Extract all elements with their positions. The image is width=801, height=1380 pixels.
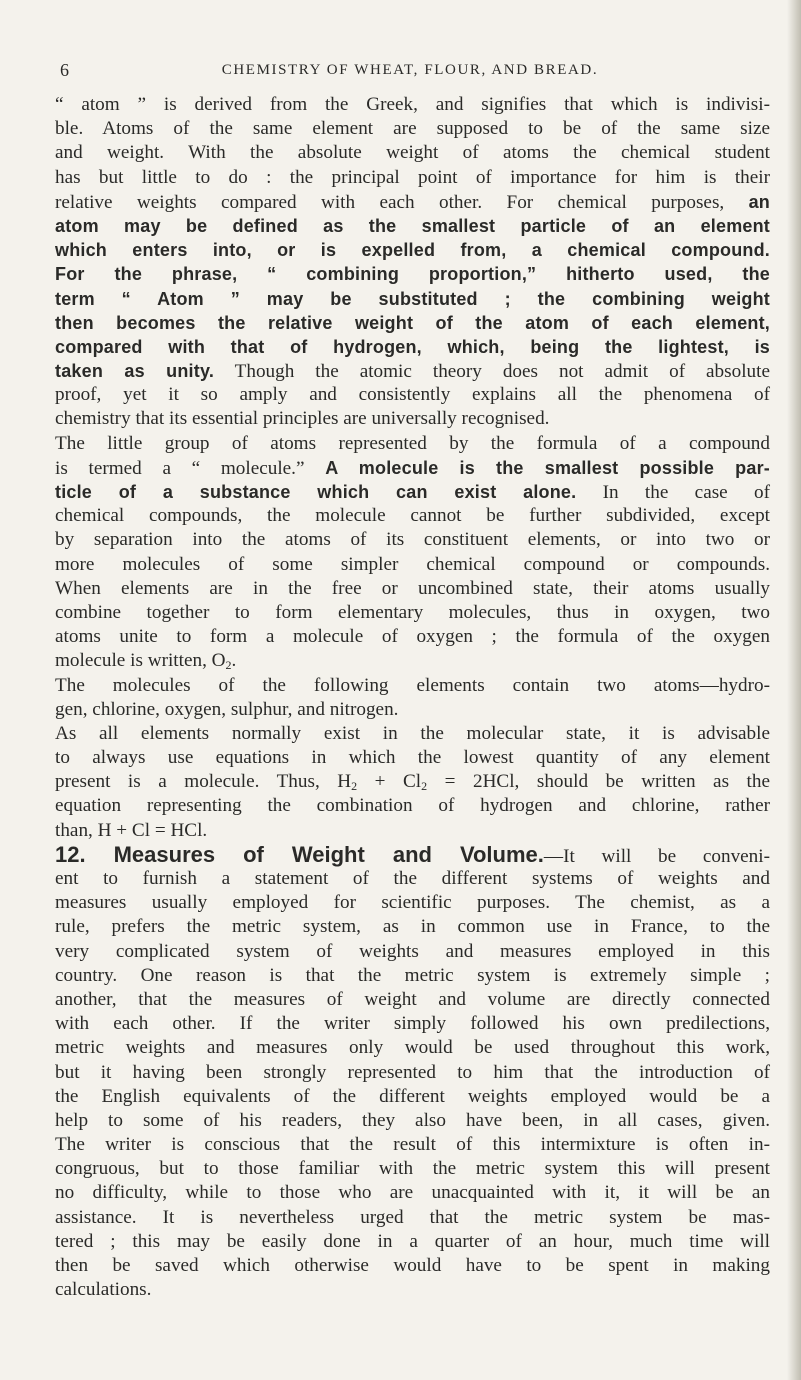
text-segment: —It will be conveni- <box>543 845 770 867</box>
bold-definition-text: which enters into, or is expelled from, a chemical compound. <box>55 240 770 261</box>
text-segment: combine together to form elementary molecules, thus in oxygen, two <box>55 601 770 623</box>
running-title: CHEMISTRY OF WHEAT, FLOUR, AND BREAD. <box>221 62 599 78</box>
bold-definition-text: then becomes the relative weight of the atom of each element, <box>55 312 770 333</box>
text-line <box>55 1230 770 1254</box>
text-line <box>55 577 770 601</box>
text-segment: “ atom ” is derived from the Greek, and signifies that which is indivisi- <box>55 94 770 115</box>
text-segment: + Cl <box>357 771 422 793</box>
text-segment: very complicated system of weights and measures employed in this <box>55 940 770 962</box>
text-line <box>55 383 770 407</box>
text-line <box>55 214 770 238</box>
text-line <box>55 601 770 625</box>
text-line <box>55 964 770 988</box>
page-number: 6 <box>60 60 69 80</box>
text-line <box>55 553 770 577</box>
text-segment: ent to furnish a statement of the different systems of weights and <box>55 868 770 889</box>
text-segment: measures usually employed for scientific purposes. The chemist, as a <box>55 892 770 914</box>
text-line <box>55 287 770 311</box>
text-line <box>55 1061 770 1085</box>
bold-definition-text: term “ Atom ” may be substituted ; the combining weight <box>55 288 770 309</box>
text-segment: and weight. With the absolute weight of atoms the chemical student <box>55 142 770 164</box>
text-line <box>55 746 770 770</box>
subscript: 2 <box>225 658 232 673</box>
text-line <box>55 190 770 214</box>
text-line <box>55 1085 770 1109</box>
text-segment: with each other. If the writer simply followed his own predilections, <box>55 1013 770 1035</box>
text-segment: When elements are in the free or uncombined state, their atoms usually <box>55 577 770 599</box>
text-line <box>55 1181 770 1205</box>
text-line <box>55 311 770 335</box>
text-line <box>55 1036 770 1060</box>
text-segment: The writer is conscious that the result of this intermixture is often in- <box>55 1134 770 1156</box>
bold-definition-text: compared with that of hydrogen, which, being the lightest, is <box>55 336 770 357</box>
text-segment: by separation into the atoms of its constituent elements, or into two or <box>55 529 770 551</box>
text-segment: metric weights and measures only would be used throughout this work, <box>55 1037 770 1059</box>
text-line <box>55 843 770 867</box>
text-line <box>55 649 770 673</box>
text-line <box>55 915 770 939</box>
text-segment: relative weights compared with each other. For chemical purposes, <box>55 191 749 213</box>
text-segment: then be saved which otherwise would have to be spent in making <box>55 1255 770 1276</box>
subscript: 2 <box>421 779 428 794</box>
text-line <box>55 940 770 964</box>
text-segment: = 2HCl, should be written as the <box>427 771 771 793</box>
text-segment: gen, chlorine, oxygen, sulphur, and nitrogen. <box>55 698 399 720</box>
text-segment: equation representing the combination of hydrogen and chlorine, rather <box>55 795 770 817</box>
text-segment: present is a molecule. Thus, H <box>55 771 352 793</box>
text-segment: congruous, but to those familiar with the metric system this will present <box>55 1158 770 1180</box>
text-segment: more molecules of some simpler chemical compound or compounds. <box>55 553 770 575</box>
bold-definition-text: taken as unity. <box>55 361 215 382</box>
text-line <box>55 117 770 141</box>
text-line <box>55 166 770 190</box>
subscript: 2 <box>351 779 358 794</box>
text-segment: another, that the measures of weight and volume are directly connected <box>55 988 770 1010</box>
text-segment: rule, prefers the metric system, as in common use in France, to the <box>55 916 770 938</box>
text-line <box>55 1157 770 1181</box>
text-segment: In the case of <box>576 482 770 503</box>
text-line <box>55 794 770 818</box>
text-segment: The molecules of the following elements contain two atoms—hydro- <box>55 674 770 696</box>
text-segment: The little group of atoms represented by the formula of a compound <box>55 432 770 454</box>
text-segment: than, H + Cl = HCl. <box>55 819 208 841</box>
body-text <box>55 93 770 1302</box>
text-segment: country. One reason is that the metric system is extremely simple ; <box>55 964 770 986</box>
text-segment: proof, yet it so amply and consistently explains all the phenomena of <box>55 384 770 406</box>
text-segment: is termed a “ molecule.” <box>55 457 326 479</box>
text-line <box>55 1206 770 1230</box>
text-segment: . <box>231 650 237 672</box>
text-line <box>55 93 770 117</box>
page-edge-shadow <box>787 0 801 1380</box>
text-line <box>55 698 770 722</box>
text-segment: atoms unite to form a molecule of oxygen ; the formula of the oxygen <box>55 626 770 648</box>
text-segment: chemical compounds, the molecule cannot be further subdivided, except <box>55 505 770 527</box>
text-line <box>55 480 770 504</box>
text-line <box>55 407 770 431</box>
text-segment: As all elements normally exist in the molecular state, it is advisable <box>55 722 770 744</box>
text-line <box>55 625 770 649</box>
text-line <box>55 1133 770 1157</box>
text-segment: tered ; this may be easily done in a quarter of an hour, much time will <box>55 1230 770 1252</box>
text-line <box>55 1278 770 1302</box>
text-line <box>55 504 770 528</box>
text-line <box>55 891 770 915</box>
section-heading: 12. Measures of Weight and Volume. <box>55 841 544 867</box>
text-line <box>55 674 770 698</box>
text-segment: help to some of his readers, they also have been, in all cases, given. <box>55 1109 770 1131</box>
text-line <box>55 432 770 456</box>
text-line <box>55 456 770 480</box>
text-line <box>55 1109 770 1133</box>
text-line <box>55 867 770 891</box>
text-segment: ble. Atoms of the same element are supposed to be of the same size <box>55 118 770 140</box>
bold-definition-text: A molecule is the smallest possible par- <box>325 457 770 478</box>
text-line <box>55 141 770 165</box>
text-segment: to always use equations in which the lowest quantity of any element <box>55 747 770 769</box>
text-line <box>55 819 770 843</box>
text-line <box>55 528 770 552</box>
text-line <box>55 988 770 1012</box>
text-segment: has but little to do : the principal point of importance for him is their <box>55 166 770 188</box>
bold-definition-text: For the phrase, “ combining proportion,” hitherto used, the <box>55 264 770 285</box>
text-segment: the English equivalents of the different weights employed would be a <box>55 1085 770 1107</box>
text-line <box>55 262 770 286</box>
text-line <box>55 722 770 746</box>
text-line <box>55 1012 770 1036</box>
text-segment: assistance. It is nevertheless urged that the metric system be mas- <box>55 1206 770 1228</box>
text-segment: calculations. <box>55 1279 152 1301</box>
text-line <box>55 359 770 383</box>
running-header <box>60 60 760 84</box>
text-line <box>55 335 770 359</box>
text-segment: Though the atomic theory does not admit of absolute <box>214 361 770 383</box>
bold-definition-text: an <box>748 191 770 212</box>
text-line <box>55 1254 770 1278</box>
text-line <box>55 770 770 794</box>
bold-definition-text: ticle of a substance which can exist alone. <box>55 482 577 502</box>
text-segment: but it having been strongly represented to him that the introduction of <box>55 1061 770 1083</box>
text-segment: molecule is written, O <box>55 650 226 672</box>
text-line <box>55 238 770 262</box>
text-segment: no difficulty, while to those who are unacquainted with it, it will be an <box>55 1182 770 1204</box>
text-segment: chemistry that its essential principles are universally recognised. <box>55 408 550 430</box>
bold-definition-text: atom may be defined as the smallest particle of an element <box>55 215 770 236</box>
